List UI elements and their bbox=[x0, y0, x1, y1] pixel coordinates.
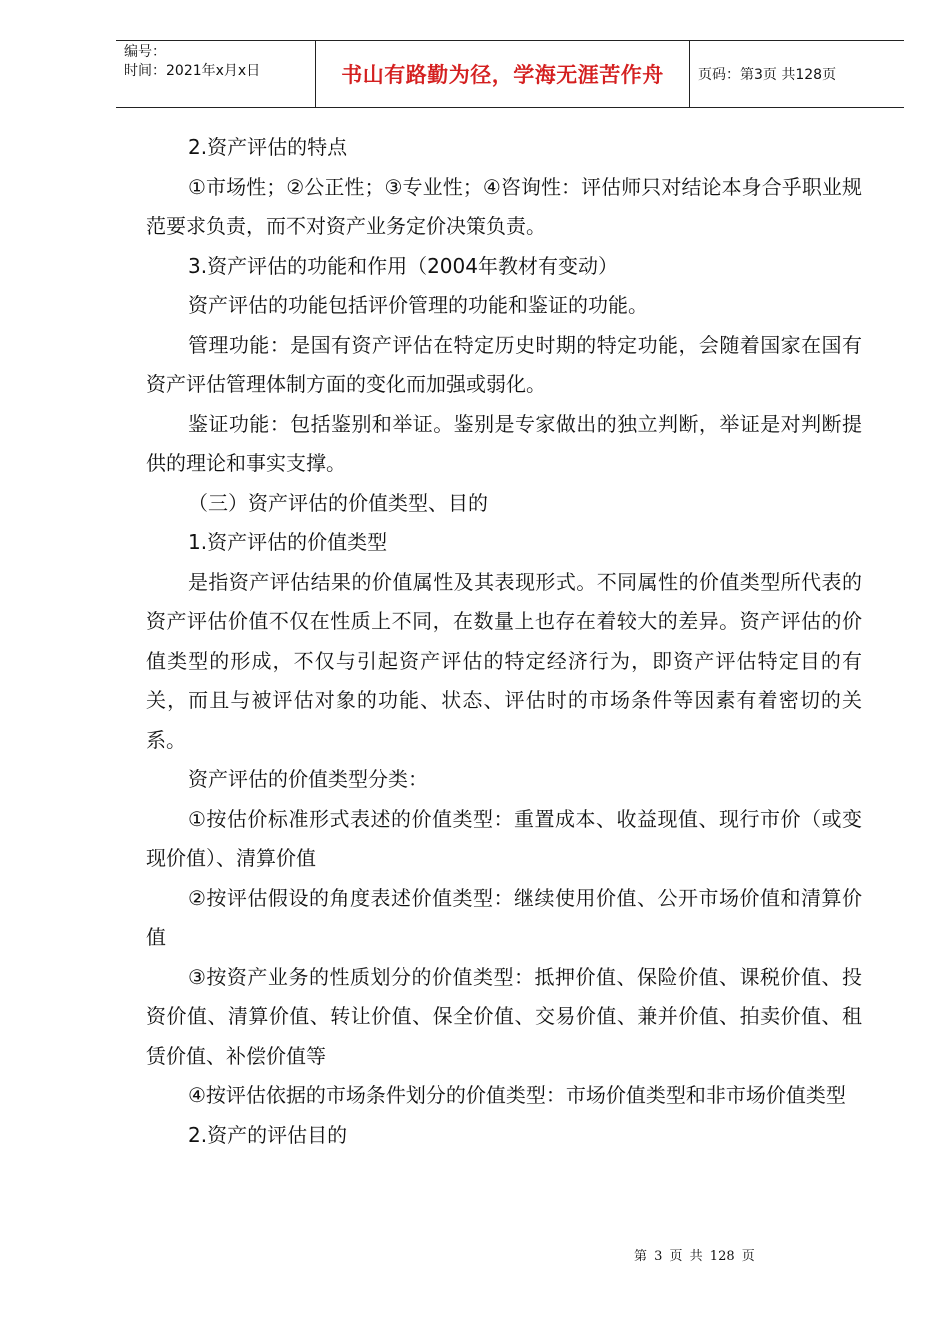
list-item: ①按估价标准形式表述的价值类型：重置成本、收益现值、现行市价（或变现价值）、清算价值 bbox=[146, 806, 862, 870]
header-motto: 书山有路勤为径，学海无涯苦作舟 bbox=[316, 41, 690, 107]
serial-label: 编号： bbox=[124, 44, 166, 60]
list-item: ②按评估假设的角度表述价值类型：继续使用价值、公开市场价值和清算价值 bbox=[146, 885, 862, 949]
section-heading: （三）资产评估的价值类型、目的 bbox=[188, 490, 488, 515]
paragraph: ①市场性；②公正性；③专业性；④咨询性：评估师只对结论本身合乎职业规范要求负责，而不对资产业务定价决策负责。 bbox=[146, 174, 862, 238]
page-header bbox=[116, 40, 904, 108]
section-heading: 2.资产评估的特点 bbox=[188, 135, 348, 159]
section-heading: 2.资产的评估目的 bbox=[188, 1122, 348, 1147]
list-item: ④按评估依据的市场条件划分的价值类型：市场价值类型和非市场价值类型 bbox=[188, 1083, 846, 1107]
header-meta bbox=[116, 41, 316, 107]
paragraph: 鉴证功能：包括鉴别和举证。鉴别是专家做出的独立判断，举证是对判断提供的理论和事实支撑。 bbox=[146, 411, 862, 475]
page-footer: 第 3 页 共 128 页 bbox=[634, 1249, 755, 1264]
list-item: ③按资产业务的性质划分的价值类型：抵押价值、保险价值、课税价值、投资价值、清算价值、转让价值、保全价值、交易价值、兼并价值、拍卖价值、租赁价值、补偿价值等 bbox=[146, 964, 862, 1068]
time-label: 时间：2021年x月x日 bbox=[124, 63, 261, 79]
paragraph: 管理功能：是国有资产评估在特定历史时期的特定功能，会随着国家在国有资产评估管理体制方面的变化而加强或弱化。 bbox=[146, 332, 862, 396]
header-page-label: 页码：第3页 共128页 bbox=[698, 67, 837, 83]
paragraph: 资产评估的价值类型分类： bbox=[188, 767, 428, 791]
paragraph: 是指资产评估结果的价值属性及其表现形式。不同属性的价值类型所代表的资产评估价值不仅在性质上不同，在数量上也存在着较大的差异。资产评估的价值类型的形成，不仅与引起资产评估的特定经济行为，即资产评估特定目的有关，而且与被评估对象的功能、状态、评估时的市场条件等因素有着密切的关系。 bbox=[146, 569, 862, 752]
document-body bbox=[146, 128, 862, 1155]
paragraph: 资产评估的功能包括评价管理的功能和鉴证的功能。 bbox=[188, 293, 648, 317]
section-heading: 1.资产评估的价值类型 bbox=[188, 530, 388, 554]
section-heading: 3.资产评估的功能和作用（2004年教材有变动） bbox=[188, 253, 618, 278]
